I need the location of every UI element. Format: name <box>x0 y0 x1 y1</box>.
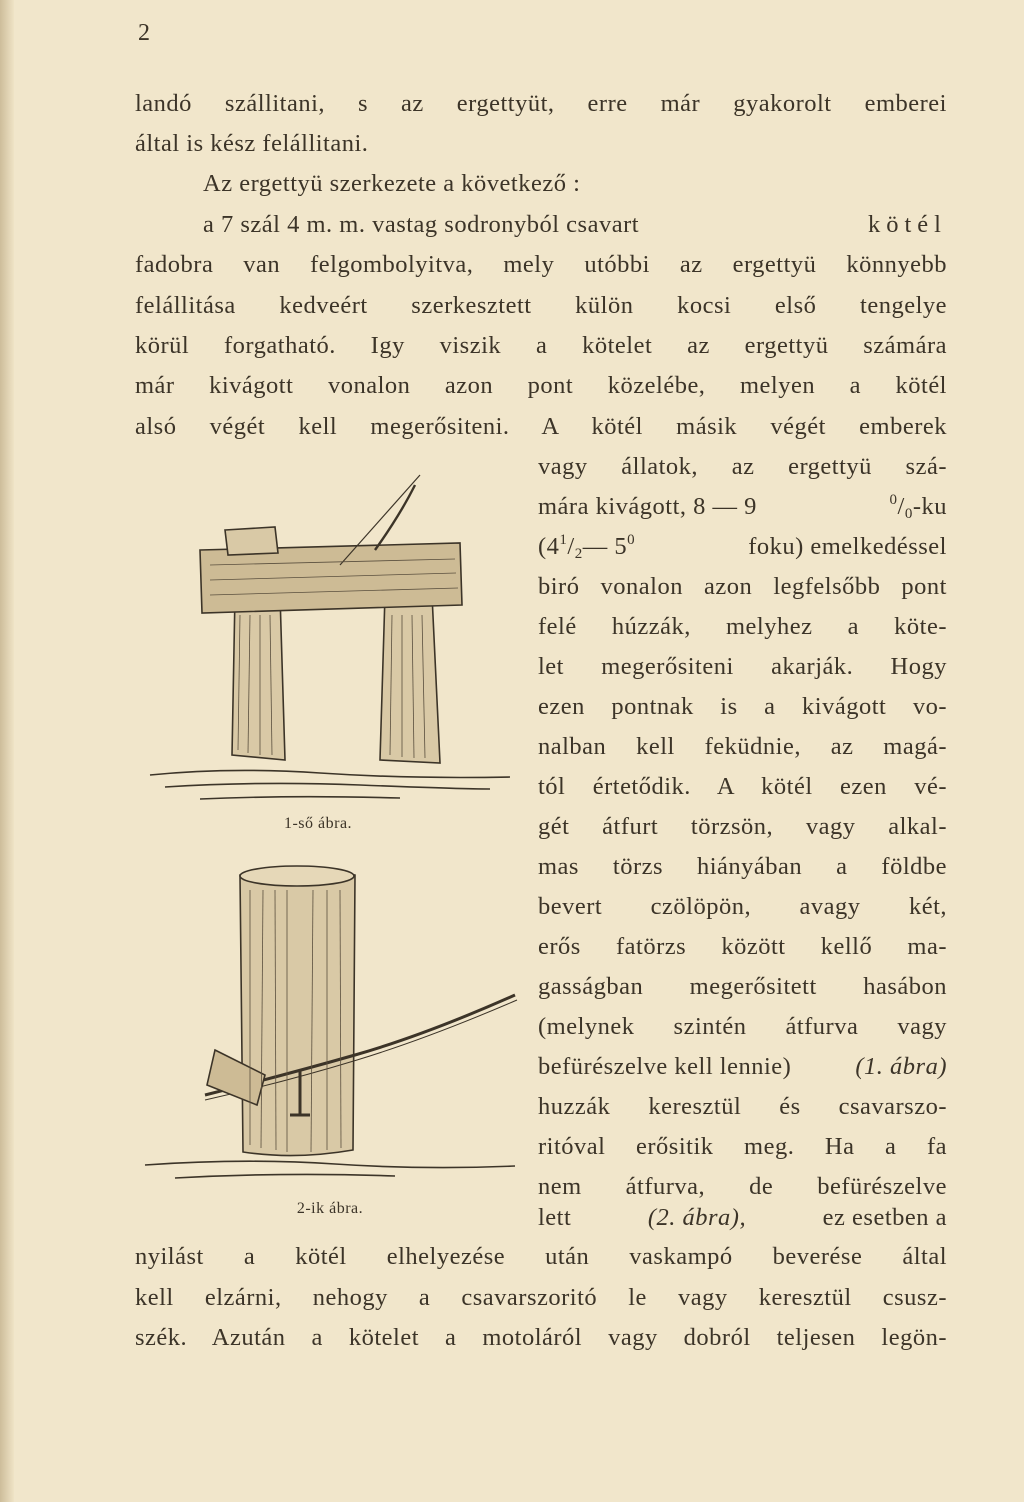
text-line: nyilást a kötél elhelyezése után vaskampó beverése által <box>135 1243 947 1270</box>
column-line: ritóval erősitik meg. Ha a fa <box>538 1133 947 1160</box>
column-line: nalban kell feküdnie, az magá- <box>538 733 947 760</box>
text-line: alsó végét kell megerősiteni. A kötél másik végét emberek <box>135 413 947 440</box>
text-line: már kivágott vonalon azon pont közelébe, melyen a kötél <box>135 372 947 399</box>
column-line: let megerősiteni akarják. Hogy <box>538 653 947 680</box>
percent-sign: $^0/_0-ku$ <box>889 492 947 522</box>
spaced-word: kötél <box>868 211 947 238</box>
text-line-part: foku) emelkedéssel <box>748 533 947 560</box>
text-line: landó szállitani, s az ergettyüt, erre már gyakorolt emberei <box>135 90 947 117</box>
text-line-part: ez esetben a <box>822 1204 947 1231</box>
column-line: erős fatörzs között kellő ma- <box>538 933 947 960</box>
column-line: ezen pontnak is a kivágott vo- <box>538 693 947 720</box>
text-line: szék. Azután a kötelet a motoláról vagy dobról teljesen legön- <box>135 1324 947 1351</box>
text-line <box>135 205 947 245</box>
column-line: nem átfurva, de befürészelve <box>538 1173 947 1200</box>
text-line-part: befürészelve kell lennie) <box>538 1053 792 1080</box>
text-line-part: lett <box>538 1204 572 1231</box>
column-line: gasságban megerősitett hasábon <box>538 973 947 1000</box>
column-line: bevert czölöpön, avagy két, <box>538 893 947 920</box>
column-line <box>538 487 947 527</box>
column-line <box>538 1047 947 1087</box>
figure-2-illustration <box>135 860 530 1195</box>
page-number: 2 <box>138 20 150 46</box>
text-line-part: a 7 szál 4 m. m. vastag sodronyból csavart <box>203 211 640 238</box>
column-line: (melynek szintén átfurva vagy <box>538 1013 947 1040</box>
figure-1-illustration <box>140 455 520 820</box>
column-line: gét átfurt törzsön, vagy alkal- <box>538 813 947 840</box>
column-line: vagy állatok, az ergettyü szá- <box>538 453 947 480</box>
page-gutter <box>0 0 14 1502</box>
text-line: fadobra van felgombolyitva, mely utóbbi az ergettyü könnyebb <box>135 251 947 278</box>
text-line: Az ergettyü szerkezete a következő : <box>203 170 581 197</box>
figure-reference: (2. ábra), <box>647 1204 747 1231</box>
text-line: kell elzárni, nehogy a csavarszoritó le vagy keresztül csusz- <box>135 1284 947 1311</box>
text-line: körül forgatható. Igy viszik a kötelet az ergettyü számára <box>135 332 947 359</box>
column-line <box>538 1198 947 1238</box>
column-line: biró vonalon azon legfelsőbb pont <box>538 573 947 600</box>
column-line: huzzák keresztül és csavarszo- <box>538 1093 947 1120</box>
text-line-part: mára kivágott, 8 — 9 <box>538 493 757 520</box>
text-line: felállitása kedveért szerkesztett külön kocsi első tengelye <box>135 292 947 319</box>
figure-reference: (1. ábra) <box>855 1053 947 1080</box>
column-line <box>538 527 947 567</box>
text-line: által is kész felállitani. <box>135 130 369 157</box>
fraction-expression: ($4^1/_2—$ $5^0$ <box>538 532 636 562</box>
figure-1-caption: 1-ső ábra. <box>283 815 353 832</box>
column-line: tól értetődik. A kötél ezen vé- <box>538 773 947 800</box>
figure-2-caption: 2-ik ábra. <box>296 1200 364 1217</box>
column-line: felé húzzák, melyhez a köte- <box>538 613 947 640</box>
column-line: mas törzs hiányában a földbe <box>538 853 947 880</box>
